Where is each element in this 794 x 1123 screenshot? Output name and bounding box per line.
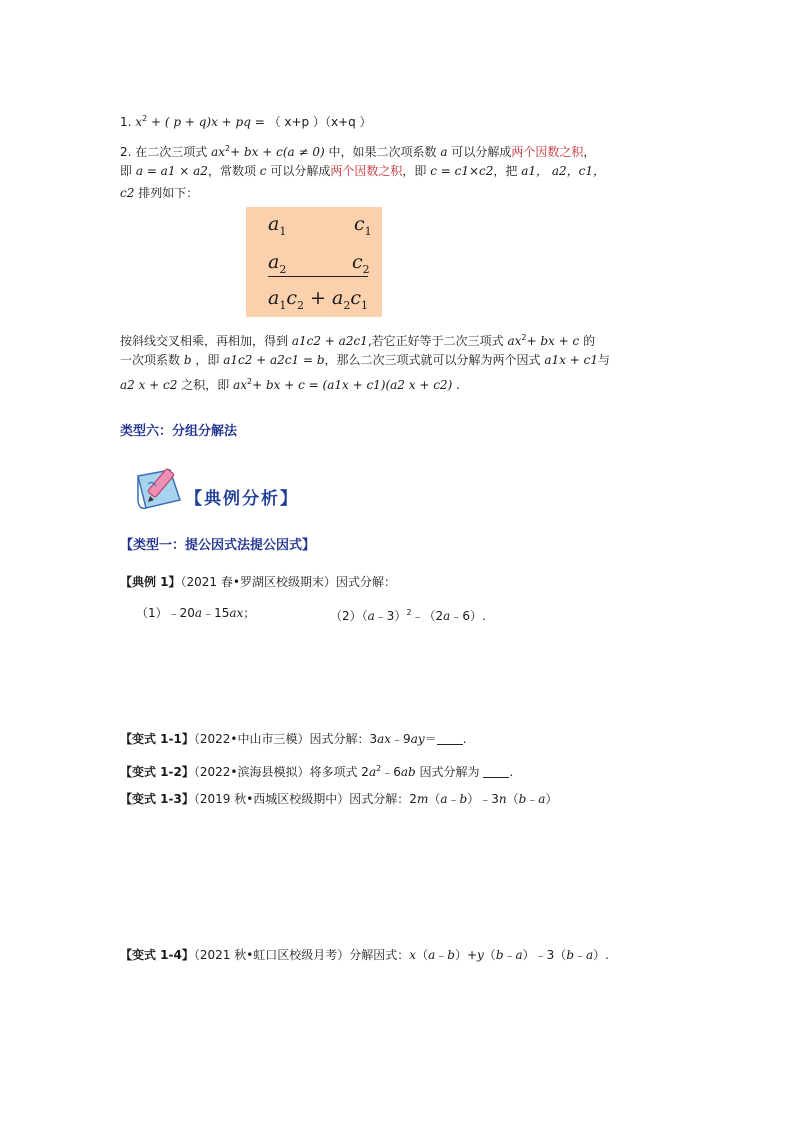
math: b <box>566 948 574 962</box>
text: ﹣9 <box>391 732 411 746</box>
text: ，常数项 <box>207 164 256 178</box>
variant-1-1 <box>120 731 466 747</box>
text: （1）﹣20 <box>136 606 195 620</box>
example-analysis-banner: 【典例分析】 <box>185 489 299 509</box>
math: a1， <box>521 164 549 178</box>
formula-middle: + ( p + q)x + pq = <box>147 115 269 129</box>
formula-line-1 <box>120 111 372 130</box>
text: ﹣ <box>435 948 448 962</box>
variant-1-3 <box>120 791 557 807</box>
text: ）+ <box>454 948 478 962</box>
explain-line-2 <box>120 352 610 368</box>
cross-result: $a_1c_2 + a_2c_1$ <box>268 287 368 312</box>
math: a1c2 + a2c1 <box>291 334 368 348</box>
math: a2，c1， <box>551 164 606 178</box>
math: c2 <box>120 186 135 200</box>
math: a <box>443 609 451 623</box>
text: （2022•中山市三模）因式分解：3 <box>193 732 378 746</box>
math: ay <box>410 732 425 746</box>
math-exp: 2 <box>247 377 253 386</box>
math: a = a1 × a2 <box>135 164 208 178</box>
text: 之积，即 <box>181 378 230 392</box>
math: ax <box>229 606 244 620</box>
math-exp: 2 <box>406 608 412 617</box>
text: ﹣ <box>447 792 460 806</box>
math-exp: 2 <box>225 144 231 153</box>
math: a <box>367 609 375 623</box>
text: ﹣ <box>574 948 587 962</box>
formula-x: x <box>135 115 143 129</box>
example-label: 【典例 1】 <box>120 575 181 589</box>
math: c <box>259 164 267 178</box>
explain-line-3 <box>120 374 460 393</box>
text: （2022•滨海县模拟）将多项式 2 <box>193 765 369 779</box>
text: （2）（ <box>330 609 368 623</box>
text: . <box>509 765 514 779</box>
math: a <box>428 948 436 962</box>
example-source: （2021 春•罗湖区校级期末）因式分解： <box>180 575 396 589</box>
math: a <box>440 792 448 806</box>
math: x <box>409 948 417 962</box>
math: a <box>586 948 594 962</box>
answer-blank[interactable] <box>483 765 509 778</box>
paragraph-2-line-1 <box>120 141 595 160</box>
text: ，那么二次三项式就可以分解为两个因式 <box>324 353 541 367</box>
section-heading-type6: 类型六：分组分解法 <box>120 424 238 439</box>
math: + bx + c <box>526 334 580 348</box>
text: 排列如下： <box>138 186 199 200</box>
text: ）﹣3（ <box>522 948 567 962</box>
example-1-question-1 <box>136 605 255 621</box>
cross-a1: $a_1$ <box>268 213 287 238</box>
cross-c2: $c_2$ <box>352 251 370 276</box>
text: 因式分解为 <box>419 765 480 779</box>
math: + bx + c(a ≠ 0) <box>230 145 325 159</box>
explain-line-1 <box>120 330 595 349</box>
variant-label: 【变式 1-4】 <box>120 948 194 962</box>
variant-1-4 <box>120 947 609 963</box>
text: ﹣3） <box>374 609 407 623</box>
text: （2019 秋•西城区校级期中）因式分解：2 <box>193 792 417 806</box>
formula-exponent: 2 <box>142 114 148 123</box>
text: ， <box>583 145 596 159</box>
item-number: 1. <box>120 115 132 129</box>
section-heading-type1: 【类型一：提公因式法提公因式】 <box>120 538 316 553</box>
text: 一次项系数 <box>120 353 181 367</box>
text: 可以分解成 <box>451 145 512 159</box>
math: y <box>477 948 484 962</box>
text: ） <box>545 792 558 806</box>
text: 中，如果二次项系数 <box>328 145 437 159</box>
text: （2021 秋•虹口区校级月考）分解因式： <box>193 948 410 962</box>
math: a1x + c1 <box>544 353 598 367</box>
paragraph-2-line-3 <box>120 185 198 201</box>
variant-label: 【变式 1-1】 <box>120 732 194 746</box>
answer-blank[interactable] <box>437 732 463 745</box>
text: ﹣6 <box>381 765 401 779</box>
text: 2. 在二次三项式 <box>120 145 208 159</box>
math: b <box>518 792 527 806</box>
text: ，把 <box>493 164 518 178</box>
text: . <box>462 732 467 746</box>
math: ab <box>400 765 416 779</box>
pencil-paper-icon <box>130 462 190 514</box>
math: a <box>368 765 377 779</box>
math: a2 x + c2 <box>120 378 178 392</box>
text: ﹣ <box>503 948 516 962</box>
text: 可以分解成 <box>270 164 331 178</box>
math: a <box>538 792 546 806</box>
text: （ <box>416 948 429 962</box>
text: 与 <box>598 353 611 367</box>
text: ，即 <box>402 164 427 178</box>
formula-result: （ x+p ）（x+q ） <box>268 115 372 129</box>
text: ＝ <box>424 732 437 746</box>
paragraph-2-line-2 <box>120 163 605 179</box>
text: ）﹣3 <box>467 792 499 806</box>
text: ）. <box>593 948 609 962</box>
text: . <box>456 378 460 392</box>
variant-label: 【变式 1-2】 <box>120 765 194 779</box>
cross-divider <box>268 276 368 277</box>
math: a <box>194 606 203 620</box>
example-1-title <box>120 574 396 590</box>
math: b <box>459 792 468 806</box>
math: n <box>498 792 507 806</box>
text: 的 <box>583 334 596 348</box>
example-1-question-2 <box>330 605 486 624</box>
math: b <box>447 948 455 962</box>
math: a <box>440 145 448 159</box>
variant-label: 【变式 1-3】 <box>120 792 194 806</box>
math: ax <box>507 334 522 348</box>
math-exp: 2 <box>521 333 527 342</box>
cross-multiplication-box <box>246 207 382 317</box>
math: ax <box>377 732 392 746</box>
math: ax <box>211 145 226 159</box>
text: ﹣（2 <box>411 609 444 623</box>
math: a1c2 + a2c1 = b <box>223 353 325 367</box>
highlight-text: 两个因数之积 <box>511 145 584 159</box>
text: ,若它正好等于二次三项式 <box>367 334 504 348</box>
cross-c1: $c_1$ <box>354 213 372 238</box>
math: + bx + c = (a1x + c1)(a2 x + c2) <box>252 378 453 392</box>
math-exp: 2 <box>376 764 382 773</box>
highlight-text: 两个因数之积 <box>330 164 403 178</box>
math: c = c1×c2 <box>430 164 494 178</box>
math: b <box>183 353 192 367</box>
math: ax <box>233 378 248 392</box>
variant-1-2 <box>120 761 513 780</box>
math: m <box>416 792 429 806</box>
text: （ <box>428 792 441 806</box>
text: ，即 <box>195 353 220 367</box>
math: a <box>515 948 523 962</box>
text: ﹣6）. <box>450 609 486 623</box>
text: 即 <box>120 164 133 178</box>
text: ﹣ <box>526 792 539 806</box>
text: ； <box>243 606 256 620</box>
cross-a2: $a_2$ <box>268 251 287 276</box>
text: （ <box>506 792 519 806</box>
text: 按斜线交叉相乘，再相加，得到 <box>120 334 289 348</box>
math: b <box>495 948 504 962</box>
text: （ <box>483 948 496 962</box>
text: ﹣15 <box>202 606 230 620</box>
